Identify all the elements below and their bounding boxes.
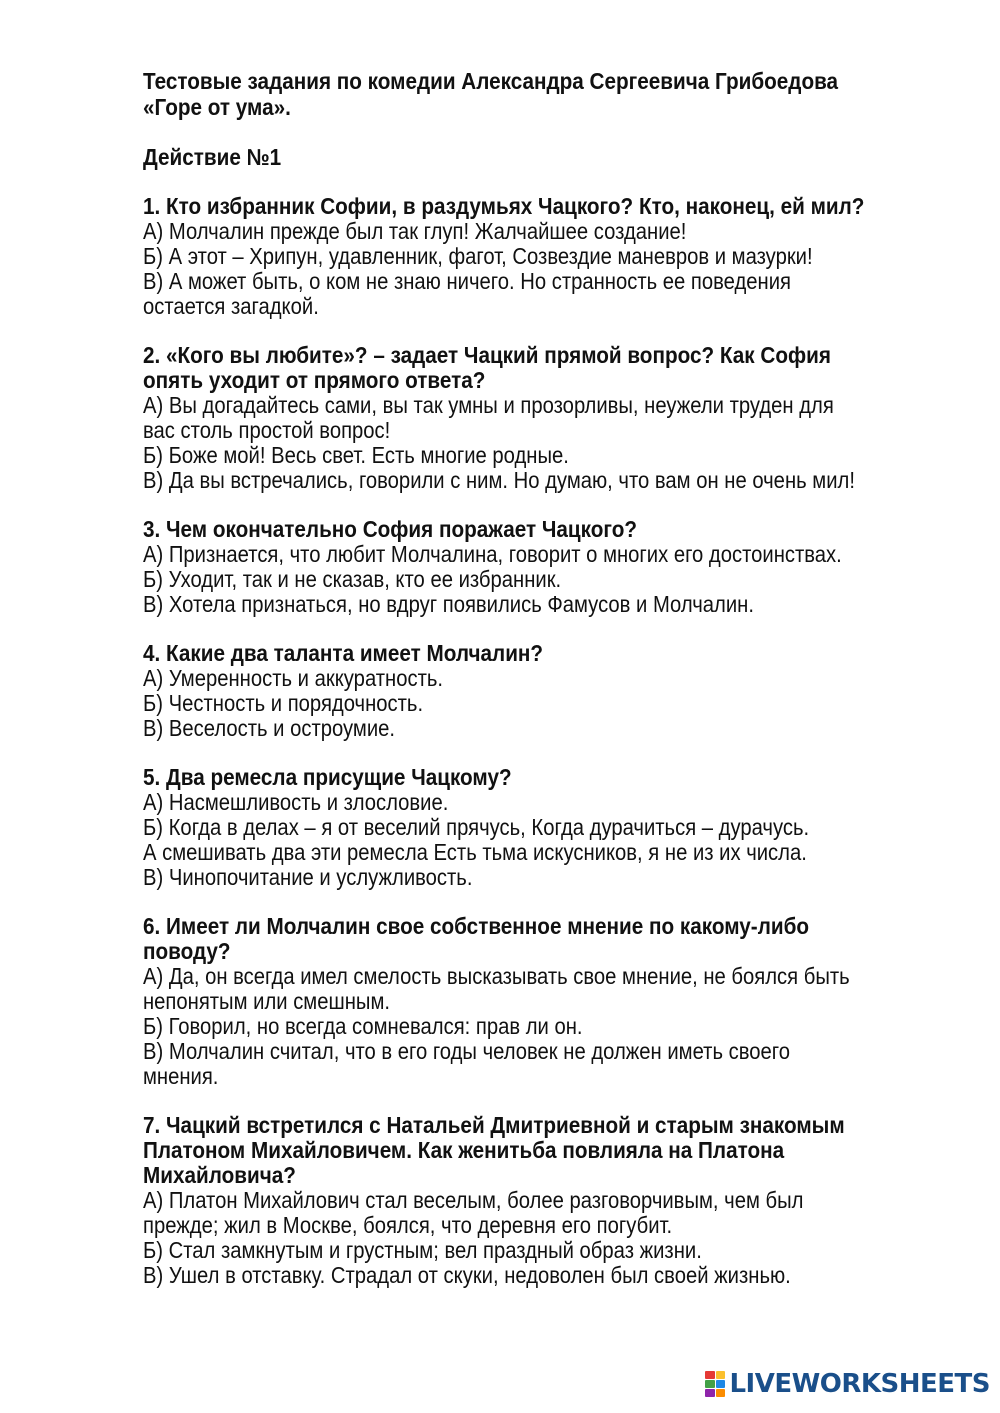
title-line-2: «Горе от ума». <box>143 94 291 120</box>
answer-line: прежде; жил в Москве, боялся, что деревня его погубит. <box>143 1212 673 1238</box>
answer-line: Б) Уходит, так и не сказав, кто ее избранник. <box>143 566 562 592</box>
answer-line: А) Умеренность и аккуратность. <box>143 665 444 691</box>
question-line: 7. Чацкий встретился с Натальей Дмитриевной и старым знакомым <box>143 1112 845 1138</box>
liveworksheets-watermark <box>705 1369 990 1399</box>
answer-line: А) Насмешливость и злословие. <box>143 789 449 815</box>
watermark-text: LIVEWORKSHEETS <box>729 1369 990 1399</box>
question-line: Платоном Михайловичем. Как женитьба повлияла на Платона <box>143 1137 785 1163</box>
answer-line: Б) Говорил, но всегда сомневался: прав ли он. <box>143 1013 583 1039</box>
question-text <box>143 517 935 542</box>
document-title <box>143 68 935 120</box>
questions-list <box>143 194 943 1288</box>
question-block <box>143 641 943 741</box>
question-block <box>143 194 943 319</box>
answer-line: вас столь простой вопрос! <box>143 417 391 443</box>
question-line: Михайловича? <box>143 1162 296 1188</box>
title-line-1: Тестовые задания по комедии Александра Сергеевича Грибоедова <box>143 68 839 94</box>
question-line: 2. «Кого вы любите»? – задает Чацкий прямой вопрос? Как София <box>143 342 831 368</box>
answer-line: Б) Боже мой! Весь свет. Есть многие родные. <box>143 442 569 468</box>
question-text <box>143 194 935 219</box>
answer-line: А) Признается, что любит Молчалина, говорит о многих его достоинствах. <box>143 541 842 567</box>
answer-line: А) Вы догадайтесь сами, вы так умны и прозорливы, неужели труден для <box>143 392 834 418</box>
answer-line: В) Да вы встречались, говорили с ним. Но думаю, что вам он не очень мил! <box>143 467 855 493</box>
question-line: 5. Два ремесла присущие Чацкому? <box>143 764 512 790</box>
answer-line: непонятым или смешным. <box>143 988 390 1014</box>
answer-line: мнения. <box>143 1063 219 1089</box>
answer-line: В) Молчалин считал, что в его годы человек не должен иметь своего <box>143 1038 790 1064</box>
question-block <box>143 517 943 617</box>
question-block <box>143 765 943 890</box>
answer-line: В) Веселость и остроумие. <box>143 715 396 741</box>
question-text <box>143 914 935 964</box>
question-line: поводу? <box>143 938 231 964</box>
answer-line: Б) Стал замкнутым и грустным; вел праздный образ жизни. <box>143 1237 702 1263</box>
answer-line: А смешивать два эти ремесла Есть тьма искусников, я не из их числа. <box>143 839 807 865</box>
question-line: 1. Кто избранник Софии, в раздумьях Чацкого? Кто, наконец, ей мил? <box>143 193 865 219</box>
worksheet-page <box>143 68 943 1288</box>
answer-line: В) А может быть, о ком не знаю ничего. Но странность ее поведения <box>143 268 791 294</box>
answer-line: А) Да, он всегда имел смелость высказывать свое мнение, не боялся быть <box>143 963 850 989</box>
liveworksheets-logo-icon <box>705 1371 725 1397</box>
question-line: 3. Чем окончательно София поражает Чацкого? <box>143 516 637 542</box>
answer-line: Б) Когда в делах – я от веселий прячусь, Когда дурачиться – дурачусь. <box>143 814 810 840</box>
question-line: 6. Имеет ли Молчалин свое собственное мнение по какому-либо <box>143 913 810 939</box>
question-block <box>143 343 943 493</box>
answer-line: остается загадкой. <box>143 293 319 319</box>
answer-line: Б) Честность и порядочность. <box>143 690 424 716</box>
question-block <box>143 914 943 1089</box>
question-text <box>143 1113 935 1188</box>
question-text <box>143 641 935 666</box>
question-text <box>143 343 935 393</box>
answer-line: В) Хотела признаться, но вдруг появились Фамусов и Молчалин. <box>143 591 754 617</box>
answer-line: А) Платон Михайлович стал веселым, более разговорчивым, чем был <box>143 1187 804 1213</box>
question-block <box>143 1113 943 1288</box>
answer-line: А) Молчалин прежде был так глуп! Жалчайшее создание! <box>143 218 687 244</box>
act-heading: Действие №1 <box>143 144 282 170</box>
question-line: опять уходит от прямого ответа? <box>143 367 486 393</box>
answer-line: Б) А этот – Хрипун, удавленник, фагот, Созвездие маневров и мазурки! <box>143 243 813 269</box>
answer-line: В) Чинопочитание и услужливость. <box>143 864 473 890</box>
question-line: 4. Какие два таланта имеет Молчалин? <box>143 640 544 666</box>
question-text <box>143 765 935 790</box>
answer-line: В) Ушел в отставку. Страдал от скуки, недоволен был своей жизнью. <box>143 1262 791 1288</box>
